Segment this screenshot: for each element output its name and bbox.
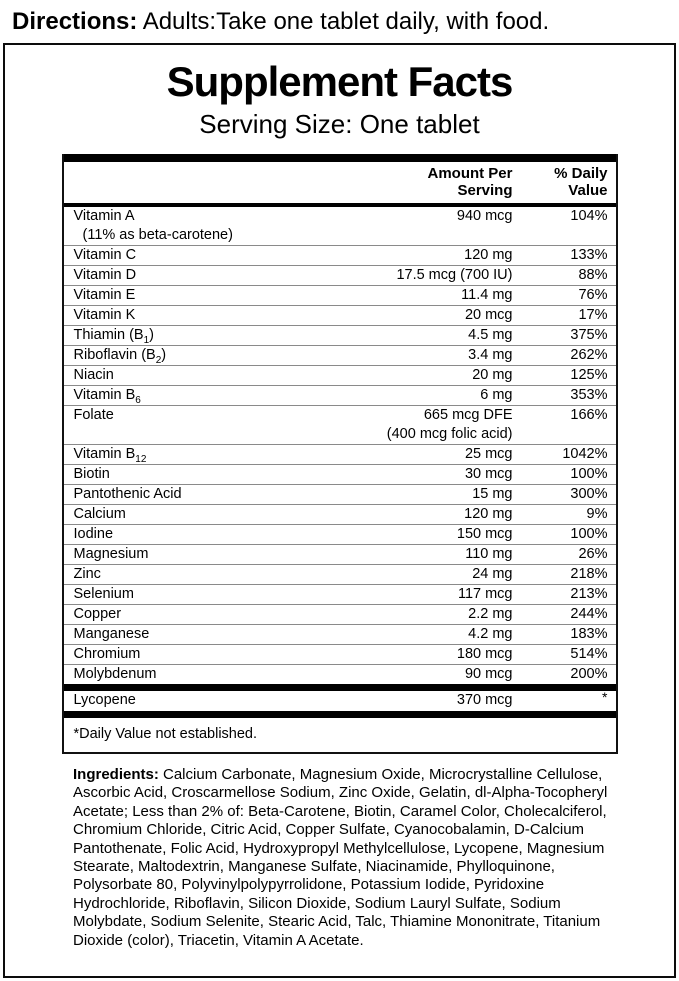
directions-label: Directions: <box>12 8 138 35</box>
serving-size-text: Serving Size: One tablet <box>199 109 480 139</box>
nutrient-amount: 4.2 mg <box>468 626 513 642</box>
nutrient-amount: 4.5 mg <box>468 327 513 343</box>
nutrient-name: Magnesium <box>73 546 149 562</box>
nutrient-name-note: (11% as beta-carotene) <box>82 227 233 243</box>
nutrient-daily-value: 166% <box>570 407 608 423</box>
nutrient-daily-value: 213% <box>570 586 608 602</box>
table-row <box>64 444 616 464</box>
nutrient-amount: 370 mcg <box>456 692 513 708</box>
table-row <box>64 385 616 405</box>
nutrient-name: Riboflavin $(B_2)$ <box>73 347 167 366</box>
nutrient-amount: 117 mcg <box>457 586 513 602</box>
nutrient-name: Chromium <box>73 646 141 662</box>
nutrient-daily-value: 76% <box>578 287 608 303</box>
nutrient-daily-value: 104% <box>570 208 608 224</box>
nutrient-daily-value: 100% <box>570 526 608 542</box>
table-row <box>64 524 616 544</box>
nutrient-amount: 110 mg <box>465 546 513 562</box>
nutrient-amount: 3.4 mg <box>468 347 513 363</box>
table-row <box>64 484 616 504</box>
nutrient-amount-note: (400 mcg folic acid) <box>386 426 513 442</box>
nutrient-amount: 665 mcg DFE (400 mcg folic acid) <box>337 406 513 444</box>
nutrient-name: Vitamin K <box>73 307 136 323</box>
table-row <box>64 464 616 484</box>
table-header-row <box>64 162 616 203</box>
daily-value-footnote: *Daily Value not established. <box>73 726 258 742</box>
nutrient-daily-value: 26% <box>578 546 608 562</box>
nutrient-daily-value: 244% <box>570 606 608 622</box>
table-row <box>64 644 616 664</box>
nutrient-amount: 940 mcg <box>456 208 513 224</box>
ingredients-text: Calcium Carbonate, Magnesium Oxide, Microcrystalline Cellulose, Ascorbic Acid, Croscarmellose Sodium, Zinc Oxide, Gelatin, dl-Alpha-Tocopheryl Acetate; Less than 2% of: Beta-Carotene, Biotin, Caramel Color, Cholecalciferol, Chromium Chloride, Citric Acid, Copper Sulfate, Cyanocobalamin, D-Calcium Pantothenate, Folic Acid, Hydroxypropyl Methylcellulose, Lycopene, Magnesium Stearate, Maltodextrin, Manganese Sulfate, Niacinamide, Phylloquinone, Polysorbate 80, Polyvinylpolypyrrolidone, Potassium Iodide, Pyridoxine Hydrochloride, Riboflavin, Silicon Dioxide, Sodium Lauryl Sulfate, Sodium Molybdate, Sodium Selenite, Stearic Acid, Talc, Thiamine Mononitrate, Titanium Dioxide (color), Triacetin, Vitamin A Acetate. <box>73 766 608 949</box>
nutrient-amount: 20 mcg <box>464 307 513 323</box>
nutrient-amount: 11.4 mg <box>461 287 513 303</box>
nutrient-daily-value: 514% <box>570 646 608 662</box>
nutrient-amount: 6 mg <box>480 387 513 403</box>
nutrient-daily-value: 133% <box>570 247 608 263</box>
footnote-divider-bar <box>64 711 616 718</box>
nutrient-daily-value: 183% <box>570 626 608 642</box>
nutrient-name: Copper <box>73 606 122 622</box>
nutrient-name: Folate <box>73 407 114 423</box>
nutrient-daily-value: 218% <box>570 566 608 582</box>
nutrient-amount: 24 mg <box>472 566 513 582</box>
nutrient-name: Vitamin C <box>73 247 137 263</box>
table-top-bar <box>64 154 616 162</box>
nutrient-daily-value: 125% <box>570 367 608 383</box>
nutrient-name: Vitamin A (11% as beta-carotene) <box>74 207 337 245</box>
nutrient-daily-value: 262% <box>570 347 608 363</box>
nutrient-amount: 15 mg <box>472 486 513 502</box>
other-ingredient-rows <box>64 691 616 711</box>
nutrient-name: Calcium <box>73 506 126 522</box>
nutrient-amount: 2.2 mg <box>468 606 513 622</box>
nutrient-name: Iodine <box>73 526 114 542</box>
table-row <box>64 305 616 325</box>
nutrient-amount: 25 mcg <box>464 446 513 462</box>
facts-table <box>62 154 618 754</box>
table-row <box>64 624 616 644</box>
section-divider-bar <box>64 684 616 691</box>
nutrient-amount: 180 mcg <box>456 646 513 662</box>
nutrient-amount: 120 mg <box>464 506 513 522</box>
nutrient-daily-value: * <box>602 689 608 705</box>
header-amount-line2: Serving <box>457 182 513 199</box>
table-row <box>64 265 616 285</box>
header-amount-line1: Amount Per <box>427 165 513 182</box>
directions-line <box>0 0 679 37</box>
nutrient-name: Biotin <box>73 466 110 482</box>
nutrient-name: Lycopene <box>73 692 136 708</box>
nutrient-amount: 120 mg <box>464 247 513 263</box>
table-row <box>64 285 616 305</box>
ingredients-paragraph <box>73 766 616 950</box>
nutrient-name: Vitamin E <box>73 287 136 303</box>
nutrient-daily-value: 17% <box>578 307 608 323</box>
table-row <box>64 691 616 711</box>
table-row <box>64 325 616 345</box>
table-row <box>64 544 616 564</box>
nutrient-daily-value: 200% <box>570 666 608 682</box>
table-row <box>64 664 616 684</box>
header-dv-line2: Value <box>568 182 608 199</box>
table-row <box>64 365 616 385</box>
table-row <box>64 405 616 444</box>
nutrient-name: Manganese <box>73 626 150 642</box>
header-amount-per-serving <box>337 165 513 199</box>
header-percent-daily-value <box>513 165 608 199</box>
nutrient-daily-value: 9% <box>586 506 608 522</box>
nutrient-name: Vitamin $B_{12}$ <box>73 446 147 465</box>
nutrient-amount: 30 mcg <box>464 466 513 482</box>
nutrient-daily-value: 353% <box>570 387 608 403</box>
nutrient-amount: 20 mg <box>472 367 513 383</box>
directions-text: Adults:Take one tablet daily, with food. <box>137 8 550 35</box>
nutrient-daily-value: 1042% <box>562 446 608 462</box>
nutrient-amount: 90 mcg <box>464 666 513 682</box>
panel-title: Supplement Facts <box>166 58 513 105</box>
table-row <box>64 504 616 524</box>
table-row <box>64 564 616 584</box>
nutrient-name: Molybdenum <box>73 666 157 682</box>
nutrient-daily-value: 100% <box>570 466 608 482</box>
nutrient-rows <box>64 207 616 684</box>
supplement-facts-panel <box>3 43 676 978</box>
nutrient-amount: 150 mcg <box>456 526 513 542</box>
table-row <box>64 245 616 265</box>
nutrient-daily-value: 88% <box>578 267 608 283</box>
nutrient-name: Selenium <box>73 586 134 602</box>
table-row <box>64 345 616 365</box>
nutrient-daily-value: 300% <box>570 486 608 502</box>
header-dv-line1: % Daily <box>554 165 608 182</box>
nutrient-amount: 17.5 mcg (700 IU) <box>396 267 513 283</box>
nutrient-name: Vitamin D <box>73 267 137 283</box>
ingredients-label: Ingredients: <box>73 766 159 783</box>
nutrient-name: Vitamin $B_6$ <box>73 387 141 406</box>
table-row <box>64 584 616 604</box>
nutrient-name: Thiamin $(B_1)$ <box>73 327 155 346</box>
table-row <box>64 604 616 624</box>
nutrient-name: Zinc <box>73 566 101 582</box>
table-row <box>64 207 616 245</box>
nutrient-name: Pantothenic Acid <box>73 486 182 502</box>
nutrient-daily-value: 375% <box>570 327 608 343</box>
nutrient-name: Niacin <box>73 367 114 383</box>
